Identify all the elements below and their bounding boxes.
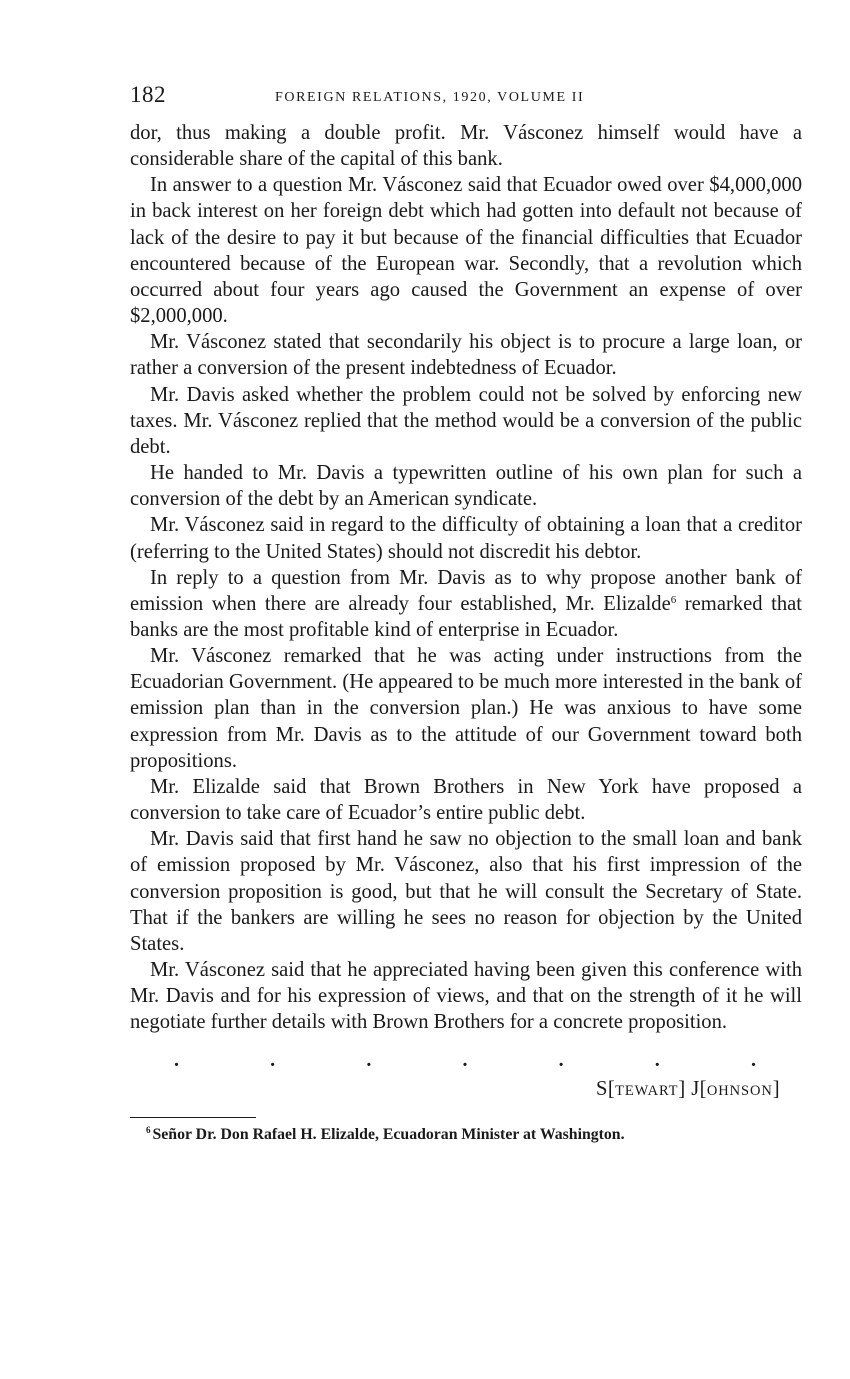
omission-ellipsis [130,1049,802,1073]
paragraph-no-objection: Mr. Davis said that first hand he saw no objection to the small loan and bank of emission proposed by Mr. Vásconez, also that his first impression of the conversion proposition is good, but that he will consult the Secretary of State. That if the bankers are willing he sees no reason for objection by the United States. [130,828,802,955]
paragraph-creditor: Mr. Vásconez said in regard to the difficulty of obtaining a loan that a creditor (referring to the United States) should not discredit his debtor. [130,514,802,563]
ellipsis-dot: . [558,1049,564,1072]
running-head: FOREIGN RELATIONS, 1920, VOLUME II [275,90,585,105]
body-text [130,120,802,1035]
page-number: 182 [130,82,166,107]
elizalde-text-after: remarked that banks are the most profitable kind of enterprise in Ecuador. [130,592,802,641]
signature-s: S[ [595,1078,616,1101]
footnote-divider [130,1117,256,1118]
ellipsis-dot: . [366,1049,372,1072]
footnote-text: Señor Dr. Don Rafael H. Elizalde, Ecuadoran Minister at Washington. [152,1126,625,1144]
paragraph-back-interest: In answer to a question Mr. Vásconez said that Ecuador owed over $4,000,000 in back interest on her foreign debt which had gotten into default not because of lack of the desire to pay it but because of the financial difficulties that Ecuador encountered because of the European war. Secondly, that a revolution which occurred about four years ago caused the Government an expense of over $2,000,000. [130,174,802,328]
ellipsis-dot: . [750,1049,756,1072]
signature-s-small-caps: TEWART [615,1083,679,1100]
signature [130,1078,802,1101]
ellipsis-dot: . [270,1049,276,1072]
paragraph-new-taxes: Mr. Davis asked whether the problem could not be solved by enforcing new taxes. Mr. Vásconez replied that the method would be a conversion of the public debt. [130,383,802,458]
footnote-marker: 6 [146,1125,151,1136]
ellipsis-dot: . [654,1049,660,1072]
paragraph-large-loan: Mr. Vásconez stated that secondarily his object is to procure a large loan, or rather a conversion of the present indebtedness of Ecuador. [130,331,802,380]
paragraph-elizalde-banks [130,565,802,643]
elizalde-text-before: In reply to a question from Mr. Davis as to why propose another bank of emission when there are already four established, Mr. Elizalde [130,566,802,615]
paragraph-continued: dor, thus making a double profit. Mr. Vásconez himself would have a considerable share of the capital of this bank. [130,122,802,171]
footnote [130,1126,802,1144]
signature-j-small-caps: OHNSON [706,1083,773,1100]
signature-mid: ] J[ [678,1078,707,1101]
document-page [130,80,802,1144]
signature-end: ] [772,1078,780,1101]
page-header [130,80,802,114]
ellipsis-dot: . [462,1049,468,1072]
footnote-reference[interactable]: 6 [670,593,677,606]
paragraph-instructions: Mr. Vásconez remarked that he was acting under instructions from the Ecuadorian Government. (He appeared to be much more interested in the bank of emission plan than in the conversion plan.) He was anxious to have some expression from Mr. Davis as to the attitude of our Government toward both propositions. [130,645,802,772]
paragraph-brown-brothers: Mr. Elizalde said that Brown Brothers in New York have proposed a conversion to take care of Ecuador’s entire public debt. [130,775,802,825]
paragraph-typewritten-outline: He handed to Mr. Davis a typewritten outline of his own plan for such a conversion of the debt by an American syndicate. [130,462,802,511]
ellipsis-dot: . [174,1049,179,1072]
paragraph-appreciation: Mr. Vásconez said that he appreciated having been given this conference with Mr. Davis and for his expression of views, and that on the strength of it he will negotiate further details with Brown Brothers for a concrete proposition. [130,959,802,1034]
